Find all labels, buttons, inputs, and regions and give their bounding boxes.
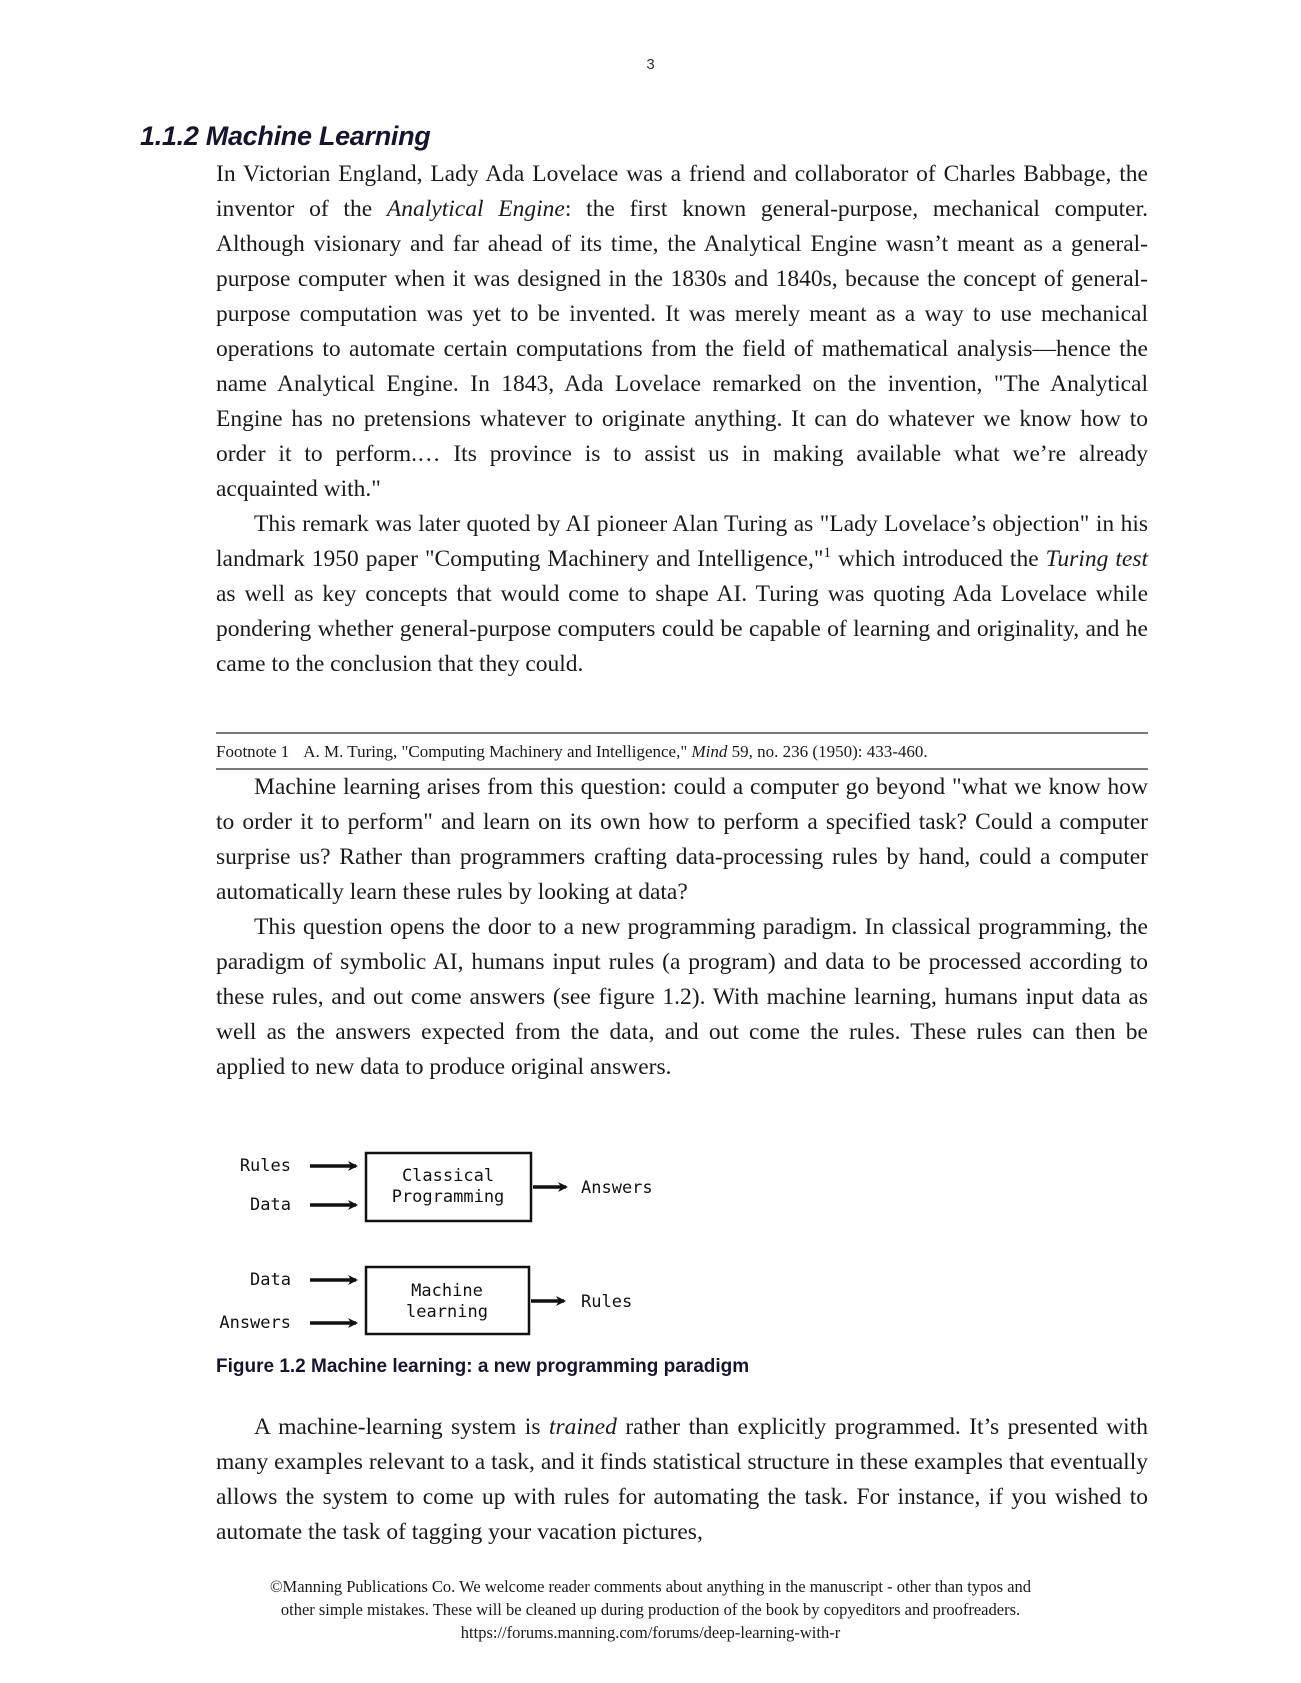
svg-text:Programming: Programming <box>391 1187 505 1207</box>
footnote-reference[interactable]: 1 <box>823 545 831 561</box>
output-label-answers: Answers <box>581 1178 653 1198</box>
svg-text:Classical: Classical <box>401 1166 495 1186</box>
machine-learning-diagram <box>219 1267 632 1334</box>
input-label-answers: Answers <box>219 1313 291 1333</box>
output-label-rules: Rules <box>581 1292 633 1312</box>
paragraph-5: A machine-learning system is trained rather than explicitly programmed. It’s presented with many examples relevant to a task, and it finds statistical structure in these examples that eventually allows the system to come up with rules for automating the task. For instance, if you wished to automate the task of tagging your vacation pictures, <box>216 1414 1148 1545</box>
paragraph-2: This remark was later quoted by AI pioneer Alan Turing as "Lady Lovelace’s objection" in his landmark 1950 paper "Computing Machinery and Intelligence,"$^1$ which introduced the Turing test as well as key concepts that would come to shape AI. Turing was quoting Ada Lovelace while pondering whether general-purpose computers could be capable of learning and originality, and he came to the conclusion that they could. <box>216 511 1148 677</box>
input-label-data: Data <box>250 1270 291 1290</box>
paragraph-3: Machine learning arises from this question: could a computer go beyond "what we know how to order it to perform" and learn on its own how to perform a specified task? Could a computer surprise us? Rather than programmers crafting data-processing rules by hand, could a computer automatically learn these rules by looking at data? <box>216 774 1148 905</box>
page-footer <box>0 1575 1301 1644</box>
body-text-block-1 <box>216 157 1148 682</box>
term-analytical-engine: Analytical Engine <box>386 196 565 222</box>
footnote-label: Footnote 1 <box>216 742 290 761</box>
footer-copyright-line-1: ©Manning Publications Co. We welcome reader comments about anything in the manuscript - other than typos and <box>269 1577 1032 1596</box>
paragraph-4: This question opens the door to a new programming paradigm. In classical programming, the paradigm of symbolic AI, humans input rules (a program) and data to be processed according to these rules, and out come answers (see figure 1.2). With machine learning, humans input data as well as the answers expected from the data, and out come the rules. These rules can then be applied to new data to produce original answers. <box>216 914 1148 1080</box>
page-number: 3 <box>646 56 655 73</box>
footer-forum-link[interactable]: https://forums.manning.com/forums/deep-learning-with-r <box>460 1623 841 1642</box>
input-label-rules: Rules <box>239 1156 291 1176</box>
footer-copyright-line-2: other simple mistakes. These will be cleaned up during production of the book by copyeditors and proofreaders. <box>280 1600 1021 1619</box>
section-heading: 1.1.2 Machine Learning <box>140 121 431 151</box>
svg-text:learning: learning <box>406 1302 488 1322</box>
classical-programming-diagram <box>240 1153 653 1221</box>
footnote-journal: Mind <box>691 742 728 761</box>
figure-programming-paradigm-diagram <box>216 1150 916 1380</box>
body-text-block-2 <box>216 770 1148 1085</box>
input-label-data: Data <box>250 1195 291 1215</box>
paragraph-1: In Victorian England, Lady Ada Lovelace was a friend and collaborator of Charles Babbage, the inventor of the Analytical Engine: the first known general-purpose, mechanical computer. Although visionary and far ahead of its time, the Analytical Engine wasn’t meant as a general-purpose computer when it was designed in the 1830s and 1840s, because the concept of general-purpose computation was yet to be invented. It was merely meant as a way to use mechanical operations to automate certain computations from the field of mathematical analysis—hence the name Analytical Engine. In 1843, Ada Lovelace remarked on the invention, "The Analytical Engine has no pretensions whatever to originate anything. It can do whatever we know how to order it to perform.… Its province is to assist us in making available what we’re already acquainted with." <box>216 161 1149 502</box>
footnote: Footnote 1 A. M. Turing, "Computing Machinery and Intelligence," Mind 59, no. 236 (1950): 433-460. <box>216 732 1148 770</box>
body-text-block-3 <box>216 1410 1148 1550</box>
figure-caption: Figure 1.2 Machine learning: a new programming paradigm <box>216 1356 750 1377</box>
term-turing-test: Turing test <box>1045 546 1148 572</box>
term-trained: trained <box>548 1414 617 1440</box>
svg-text:Machine: Machine <box>411 1281 483 1301</box>
